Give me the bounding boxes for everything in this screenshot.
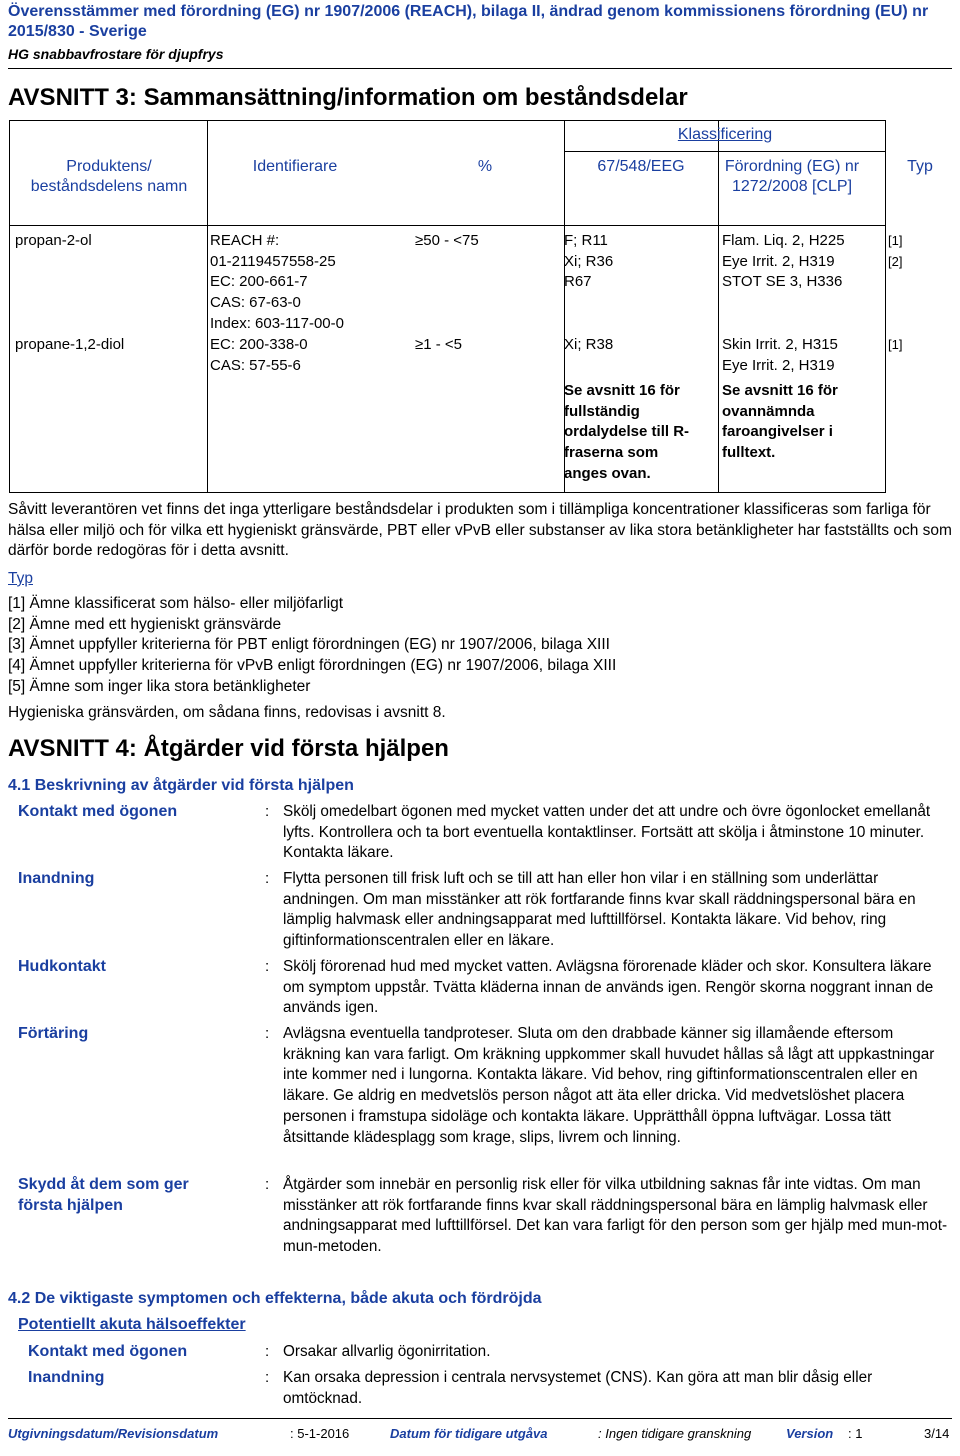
typ-item: [4] Ämnet uppfyller kriterierna för vPvB enligt förordningen (EG) nr 1907/2006, bilaga XIII [8,657,617,675]
page-footer [8,1418,952,1445]
header-percent: % [477,158,493,175]
measure-label: Inandning [18,870,95,887]
hygiene-note: Hygieniska gränsvärden, om sådana finns, redovisas i avsnitt 8. [8,704,446,721]
measure-label: Kontakt med ögonen [18,803,178,820]
footer-page-number: 3/14 [924,1426,950,1441]
measure-label: Förtäring [18,1025,89,1042]
measure-text: Avlägsna eventuella tandproteser. Sluta om den drabbade känner sig illamående eftersom kräkning kan vara farligt. Om kräkning uppkommer skall huvudet hållas så lågt att uppkastningar inte kommer ned i lungorna. Kontakta läkare. Vid behov, ring giftinformationscentralen eller en läkare. Ge aldrig en medvetslös person något att äta eller dricka. Vid medvetslöshet placera personen i framstupa sidoläge och kontakta läkare. Upprätthåll öppna luftvägar. Lossa tätt åtsittande klädesplagg som krage, slips, livrem och linning. [283,1025,935,1146]
typ-label: Typ [8,570,33,587]
substance-clp: Flam. Liq. 2, H225 Eye Irrit. 2, H319 STOT SE 3, H336 [722,232,845,291]
typ-item: [1] Ämne klassificerat som hälso- eller miljöfarligt [8,595,344,612]
substance-identifier: REACH #: 01-2119457558-25 EC: 200-661-7 CAS: 67-63-0 Index: 603-117-00-0 [210,232,344,332]
header-identifier: Identifierare [252,158,338,175]
product-name: HG snabbavfrostare för djupfrys [8,46,224,62]
colon: : [265,870,270,887]
header-row-divider [10,225,886,226]
section-3-paragraph: Såvitt leverantören vet finns det inga ytterligare beståndsdelar i produkten som i tillämpliga koncentrationer klassificeras som farliga för hälsa eller miljö och för vilka ett hygieniskt gränsvärde, PBT eller vPvB eller substanser av lika stora betänkligheter har fastställts och som därför borde redogöras för i detta avsnitt. [8,501,952,560]
substance-eec: F; R11 Xi; R36 R67 [564,232,614,291]
subsection-4-1: 4.1 Beskrivning av åtgärder vid första hjälpen [8,777,354,794]
header-name: Produktens/ beståndsdelens namn [30,158,188,195]
substance-name: propan-2-ol [15,232,92,249]
effect-label: Inandning [28,1369,105,1386]
substance-type: [1] [888,337,903,352]
subsection-4-2: 4.2 De viktigaste symptomen och effekterna, både akuta och fördröjda [8,1290,542,1307]
composition-table [9,120,933,493]
clp-note: Se avsnitt 16 för ovannämnda faroangivelser i fulltext. [722,382,838,462]
colon: : [265,1369,270,1386]
col-divider [718,121,719,492]
colon: : [265,803,270,820]
section-3-title: AVSNITT 3: Sammansättning/information om beståndsdelar [8,84,688,111]
colon: : [265,1025,270,1042]
substance-name: propane-1,2-diol [15,336,125,353]
section-4-title: AVSNITT 4: Åtgärder vid första hjälpen [8,735,449,762]
measure-text: Flytta personen till frisk luft och se till att han eller hon vilar i en ställning som underlättar andningen. Om man misstänker att rök fortfarande finns kvar skall räddningspersonal bära en lämplig halvmask eller andningsapparat med lufttillförsel. Kontakta läkare. Vid behov, ring giftinformationscentralen eller en läkare. [283,870,916,950]
footer-date-value: : 5-1-2016 [290,1426,350,1441]
footer-prev-value: : Ingen tidigare granskning [598,1426,752,1441]
substance-identifier: EC: 200-338-0 CAS: 57-55-6 [210,336,308,374]
footer-prev-label: Datum för tidigare utgåva [390,1426,548,1441]
substance-percent: ≥50 - <75 [415,232,479,249]
colon: : [265,1343,270,1360]
acute-effects-heading: Potentiellt akuta hälsoeffekter [18,1316,246,1333]
effect-label: Kontakt med ögonen [28,1343,188,1360]
typ-item: [5] Ämne som inger lika stora betänkligheter [8,677,311,695]
col-divider [207,121,208,492]
header-divider [8,68,952,69]
substance-percent: ≥1 - <5 [415,336,463,353]
document-header-title: Överensstämmer med förordning (EG) nr 1907/2006 (REACH), bilaga II, ändrad genom kommissionens förordning (EU) nr 2015/830 - Sverige [8,3,929,40]
measure-label: Skydd åt dem som ger första hjälpen [18,1176,189,1214]
header-type: Typ [907,158,933,175]
header-clp: Förordning (EG) nr 1272/2008 [CLP] [724,158,860,195]
footer-version-label: Version [786,1426,834,1441]
header-classification: Klassificering [677,126,773,143]
substance-eec: Xi; R38 [564,336,614,353]
footer-version-value: : 1 [848,1426,863,1441]
effect-text: Kan orsaka depression i centrala nervsystemet (CNS). Kan göra att man blir dåsig eller omtöcknad. [283,1369,873,1407]
footer-date-label: Utgivningsdatum/Revisionsdatum [8,1426,219,1441]
typ-item: [2] Ämne med ett hygieniskt gränsvärde [8,615,282,633]
substance-type: [1] [2] [888,233,903,269]
typ-item: [3] Ämnet uppfyller kriterierna för PBT enligt förordningen (EG) nr 1907/2006, bilaga XIII [8,636,610,654]
colon: : [265,958,270,975]
typ-list [8,594,952,698]
measure-label: Hudkontakt [18,958,106,975]
classification-divider [564,151,886,152]
effect-text: Orsakar allvarlig ögonirritation. [283,1343,491,1360]
colon: : [265,1176,270,1193]
header-eec: 67/548/EEG [597,158,685,175]
measure-text: Skölj förorenad hud med mycket vatten. Avlägsna förorenade kläder och skor. Konsultera läkare om symptom uppstår. Tvätta kläderna innan de används igen. Rengör skorna noggrant innan de används igen. [283,958,934,1017]
measure-text: Skölj omedelbart ögonen med mycket vatten under det att undre och övre ögonlocket emellanåt lyfts. Kontrollera och ta bort eventuella kontaktlinser. Fortsätt att skölja i åtminstone 10 minuter. Kontakta läkare. [283,803,931,862]
eec-note: Se avsnitt 16 för fullständig ordalydelse till R- fraserna som anges ovan. [564,382,690,482]
measure-text: Åtgärder som innebär en personlig risk eller för vilka utbildning saknas får inte vidtas. Om man misstänker att rök fortfarande finns kvar skall räddningspersonal bära en lämplig halvmask eller andningsapparat med lufttillförsel. Det kan vara farligt för den person som ger hjälp med mun-mot-mun-metoden. [283,1176,948,1256]
substance-clp: Skin Irrit. 2, H315 Eye Irrit. 2, H319 [722,336,838,374]
